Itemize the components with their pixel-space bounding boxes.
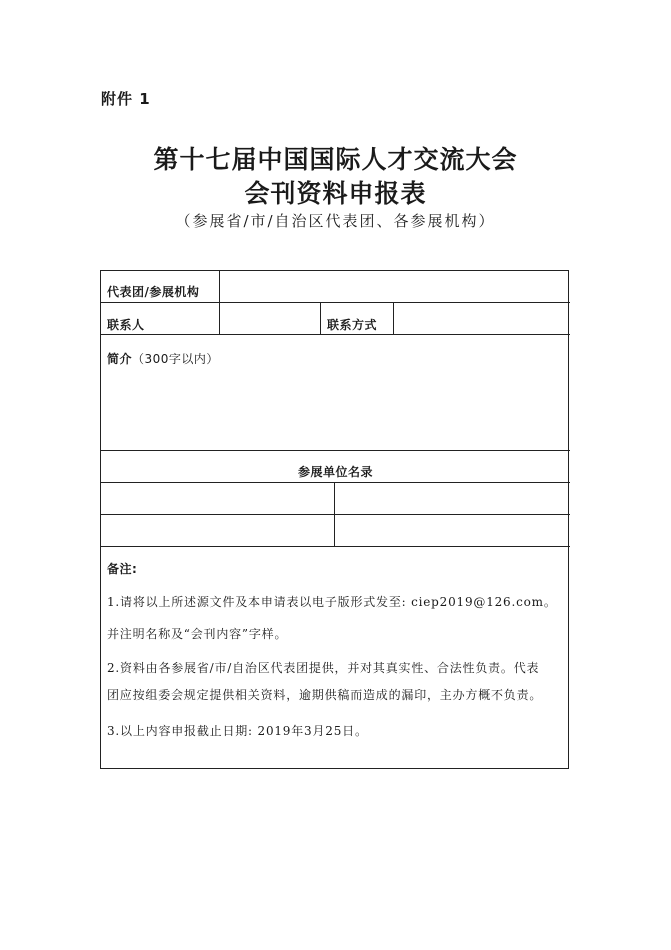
intro-length-note: （300字以内）: [132, 352, 219, 366]
row-divider: [101, 546, 570, 547]
form-subtitle: （参展省/市/自治区代表团、各参展机构）: [175, 212, 496, 230]
exhibitors-header: 参展单位名录: [297, 465, 373, 479]
column-divider: [219, 271, 220, 334]
contact-method-field[interactable]: [395, 304, 567, 333]
form-title-line-2: 会刊资料申报表: [244, 179, 427, 208]
remarks-label: 备注:: [107, 562, 138, 576]
intro-field[interactable]: [103, 369, 567, 447]
row-divider: [101, 302, 570, 303]
delegation-field[interactable]: [221, 273, 567, 301]
exhibitor-cell[interactable]: [337, 516, 567, 545]
contact-method-label: 联系方式: [327, 318, 378, 332]
exhibitor-cell[interactable]: [103, 484, 332, 513]
intro-heading: [107, 348, 219, 367]
row-divider: [101, 514, 570, 515]
intro-label: 简介: [107, 352, 133, 366]
note-line-3: 2.资料由各参展省/市/自治区代表团提供，并对其真实性、合法性负责。代表: [107, 661, 540, 675]
column-divider: [393, 302, 394, 334]
row-divider: [101, 334, 570, 335]
note-line-2: 并注明名称及“会刊内容”字样。: [107, 627, 288, 641]
row-divider: [101, 482, 570, 483]
exhibitor-cell[interactable]: [103, 516, 332, 545]
row-divider: [101, 450, 570, 451]
application-form-table: [100, 270, 569, 769]
delegation-label: 代表团/参展机构: [107, 285, 200, 299]
exhibitor-cell[interactable]: [337, 484, 567, 513]
form-title-line-1: 第十七届中国国际人才交流大会: [153, 145, 518, 174]
note-line-1: 1.请将以上所述源文件及本申请表以电子版形式发至: ciep2019@126.com。: [107, 595, 557, 609]
attachment-label: 附件 1: [101, 90, 151, 108]
note-line-5: 3.以上内容申报截止日期: 2019年3月25日。: [107, 724, 368, 738]
note-line-4: 团应按组委会规定提供相关资料，逾期供稿而造成的漏印，主办方概不负责。: [107, 688, 543, 702]
column-divider: [320, 302, 321, 334]
contact-person-field[interactable]: [221, 304, 318, 333]
column-divider: [334, 482, 335, 546]
contact-person-label: 联系人: [107, 318, 145, 332]
